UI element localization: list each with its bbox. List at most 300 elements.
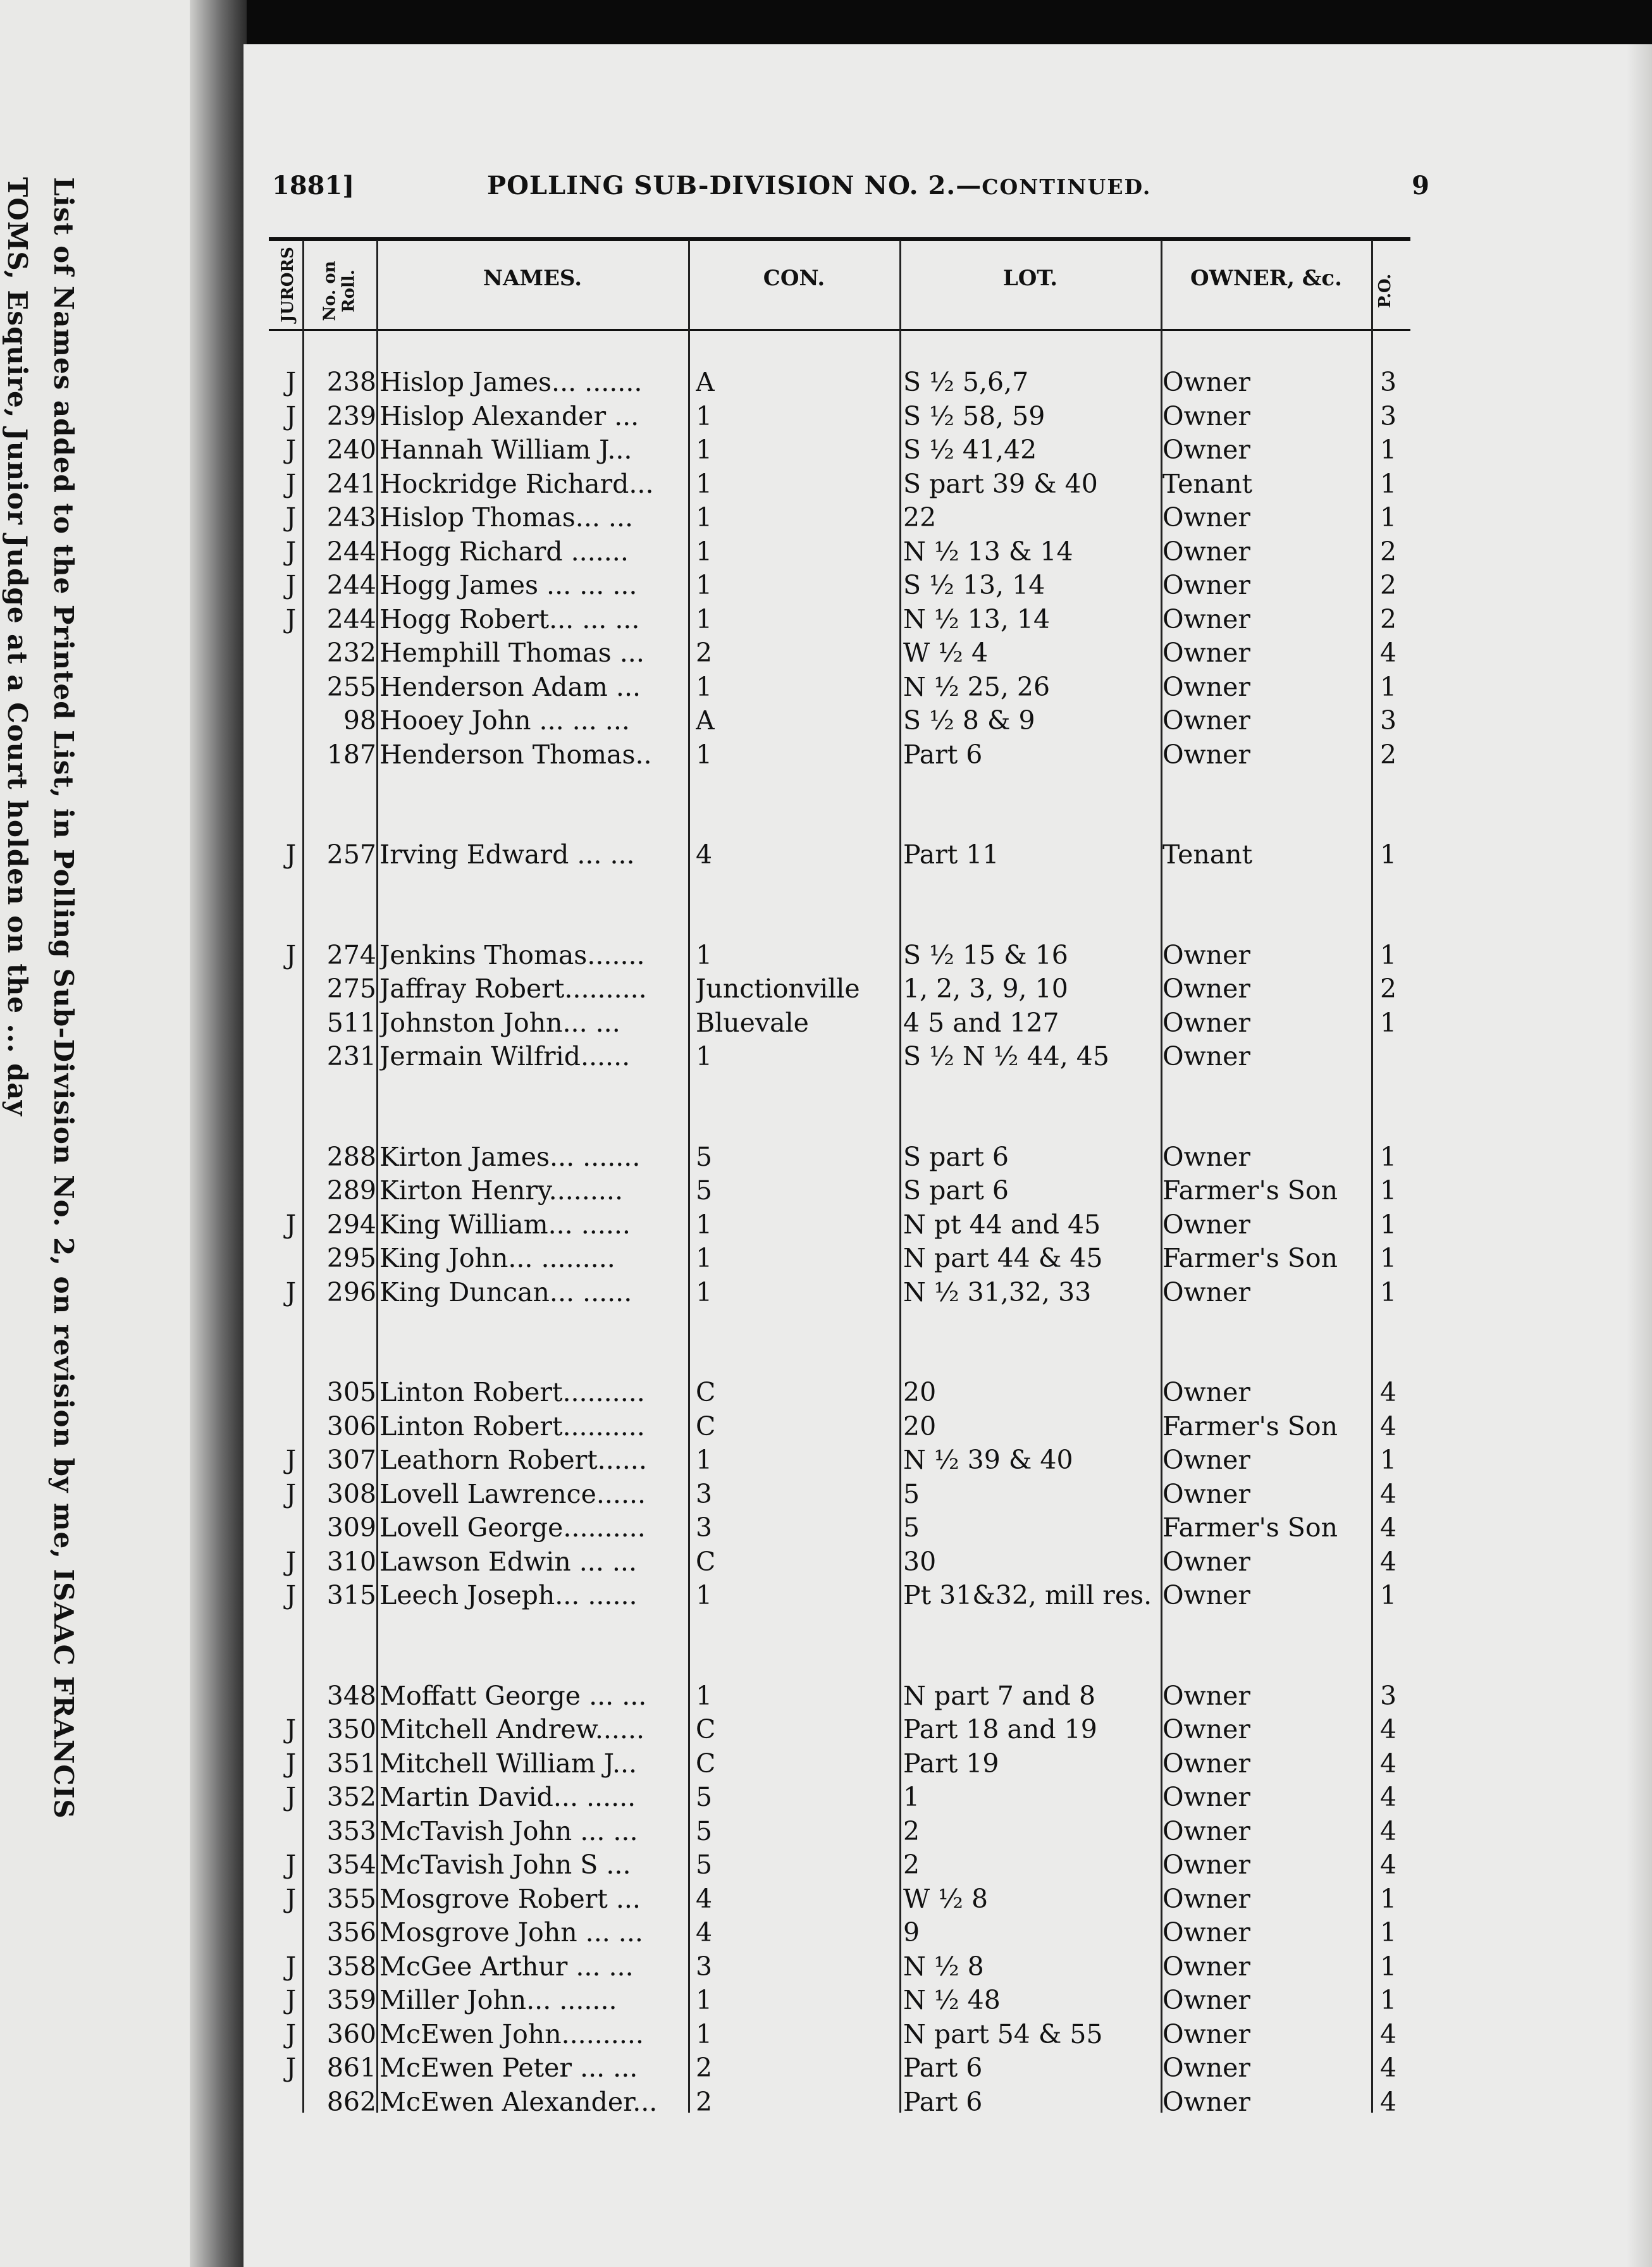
cell-po: 2 xyxy=(1379,570,1397,600)
cell-owner: Owner xyxy=(1162,1276,1250,1307)
cell-name: McGee Arthur ... ... xyxy=(379,1951,634,1982)
cell-roll: 243 xyxy=(326,502,376,533)
cell-con: C xyxy=(696,1546,716,1577)
cell-name: Mitchell Andrew...... xyxy=(379,1714,645,1745)
cell-con: 1 xyxy=(696,468,713,499)
cell-roll: 353 xyxy=(326,1815,376,1846)
cell-con: 5 xyxy=(696,1815,713,1846)
cell-con: 1 xyxy=(696,1209,713,1240)
cell-roll: 187 xyxy=(326,739,376,770)
cell-owner: Owner xyxy=(1162,1951,1250,1982)
cell-con: 1 xyxy=(696,671,713,702)
cell-roll: 295 xyxy=(326,1243,376,1273)
cell-lot: 5 xyxy=(903,1478,920,1509)
cell-lot: W ½ 4 xyxy=(903,638,989,668)
cell-owner: Owner xyxy=(1162,1209,1250,1240)
cell-con: 1 xyxy=(696,502,713,533)
cell-con: 4 xyxy=(696,1917,713,1948)
cell-con: C xyxy=(696,1748,716,1779)
cell-con: 2 xyxy=(696,638,713,668)
table-row xyxy=(0,2051,1652,2084)
cell-roll: 350 xyxy=(326,1714,376,1745)
cell-po: 1 xyxy=(1379,435,1397,465)
cell-con: 1 xyxy=(696,739,713,770)
cell-lot: 1 xyxy=(903,1782,920,1812)
cell-name: Hooey John ... ... ... xyxy=(379,705,630,736)
cell-con: 5 xyxy=(696,1175,713,1206)
table-row xyxy=(0,1848,1652,1881)
cell-roll: 306 xyxy=(326,1411,376,1442)
cell-roll: 360 xyxy=(326,2018,376,2049)
cell-con: C xyxy=(696,1411,716,1442)
cell-jur: J xyxy=(285,536,297,567)
table-row xyxy=(0,535,1652,568)
cell-con: Bluevale xyxy=(696,1007,809,1038)
cell-con: 3 xyxy=(696,1478,713,1509)
cell-con: 1 xyxy=(696,400,713,431)
cell-owner: Owner xyxy=(1162,2086,1250,2117)
table-row xyxy=(0,939,1652,972)
cell-name: Mitchell William J... xyxy=(379,1748,638,1779)
page-header xyxy=(272,171,1429,209)
cell-name: Jenkins Thomas....... xyxy=(379,939,645,970)
cell-roll: 275 xyxy=(326,973,376,1004)
cell-lot: Part 6 xyxy=(903,739,983,770)
cell-po: 4 xyxy=(1379,1478,1397,1509)
cell-po: 1 xyxy=(1379,1209,1397,1240)
cell-po: 4 xyxy=(1379,1546,1397,1577)
cell-owner: Tenant xyxy=(1162,468,1253,499)
table-row xyxy=(0,1815,1652,1848)
cell-lot: 20 xyxy=(903,1377,937,1407)
cell-name: Hislop Thomas... ... xyxy=(379,502,634,533)
cell-lot: N ½ 8 xyxy=(903,1951,984,1982)
cell-jur: J xyxy=(285,1580,297,1610)
cell-con: C xyxy=(696,1714,716,1745)
table-row xyxy=(0,1781,1652,1813)
cell-po: 4 xyxy=(1379,1377,1397,1407)
cell-roll: 348 xyxy=(326,1680,376,1711)
cell-roll: 351 xyxy=(326,1748,376,1779)
cell-owner: Farmer's Son xyxy=(1162,1411,1338,1442)
cell-con: A xyxy=(696,367,715,397)
cell-lot: Part 18 and 19 xyxy=(903,1714,1097,1745)
cell-po: 2 xyxy=(1379,536,1397,567)
cell-lot: S ½ 41,42 xyxy=(903,435,1037,465)
cell-lot: 20 xyxy=(903,1411,937,1442)
cell-roll: 241 xyxy=(326,468,376,499)
cell-owner: Owner xyxy=(1162,638,1250,668)
cell-po: 4 xyxy=(1379,1815,1397,1846)
cell-roll: 308 xyxy=(326,1478,376,1509)
cell-roll: 359 xyxy=(326,1985,376,2015)
cell-roll: 232 xyxy=(326,638,376,668)
cell-po: 4 xyxy=(1379,1748,1397,1779)
cell-name: Hogg Robert... ... ... xyxy=(379,603,640,634)
cell-name: Mosgrove Robert ... xyxy=(379,1883,641,1914)
table-row xyxy=(0,1950,1652,1983)
table-row xyxy=(0,1882,1652,1915)
cell-con: 1 xyxy=(696,1985,713,2015)
cell-roll: 296 xyxy=(326,1276,376,1307)
cell-owner: Owner xyxy=(1162,1041,1250,1072)
table-row xyxy=(0,2018,1652,2051)
header-title xyxy=(487,171,1151,201)
cell-con: 1 xyxy=(696,1445,713,1475)
cell-jur: J xyxy=(285,1478,297,1509)
cell-lot: Pt 31&32, mill res. xyxy=(903,1580,1152,1610)
cell-roll: 861 xyxy=(326,2053,376,2083)
header-title-text: POLLING SUB-DIVISION NO. 2.— xyxy=(487,171,982,201)
cell-po: 3 xyxy=(1379,705,1397,736)
cell-roll: 240 xyxy=(326,435,376,465)
cell-jur: J xyxy=(285,839,297,870)
cell-name: Hockridge Richard... xyxy=(379,468,654,499)
cell-po: 4 xyxy=(1379,1782,1397,1812)
table-row xyxy=(0,366,1652,398)
table-row xyxy=(0,1511,1652,1544)
cell-lot: 9 xyxy=(903,1917,920,1948)
cell-jur: J xyxy=(285,400,297,431)
table-row xyxy=(0,1242,1652,1275)
table-row xyxy=(0,636,1652,669)
cell-po: 1 xyxy=(1379,1243,1397,1273)
cell-jur: J xyxy=(285,1985,297,2015)
cell-po: 3 xyxy=(1379,367,1397,397)
cell-con: 4 xyxy=(696,839,713,870)
cell-po: 1 xyxy=(1379,1007,1397,1038)
cell-owner: Owner xyxy=(1162,400,1250,431)
cell-po: 2 xyxy=(1379,603,1397,634)
cell-roll: 239 xyxy=(326,400,376,431)
cell-po: 3 xyxy=(1379,1680,1397,1711)
cell-owner: Owner xyxy=(1162,1680,1250,1711)
cell-jur: J xyxy=(285,1951,297,1982)
cell-con: 1 xyxy=(696,1580,713,1610)
table-row xyxy=(0,1916,1652,1949)
cell-roll: 274 xyxy=(326,939,376,970)
cell-roll: 315 xyxy=(326,1580,376,1610)
cell-con: 1 xyxy=(696,435,713,465)
cell-name: Johnston John... ... xyxy=(379,1007,620,1038)
cell-name: Kirton James... ....... xyxy=(379,1141,641,1172)
cell-po: 2 xyxy=(1379,973,1397,1004)
table-row xyxy=(0,1713,1652,1746)
cell-name: King Duncan... ...... xyxy=(379,1276,632,1307)
cell-name: Hogg James ... ... ... xyxy=(379,570,638,600)
cell-owner: Owner xyxy=(1162,1580,1250,1610)
cell-po: 1 xyxy=(1379,1580,1397,1610)
cell-con: 1 xyxy=(696,570,713,600)
cell-roll: 356 xyxy=(326,1917,376,1948)
cell-po: 2 xyxy=(1379,739,1397,770)
cell-po: 1 xyxy=(1379,468,1397,499)
cell-lot: S part 39 & 40 xyxy=(903,468,1098,499)
cell-po: 1 xyxy=(1379,1445,1397,1475)
cell-owner: Owner xyxy=(1162,435,1250,465)
cell-name: Hannah William J... xyxy=(379,435,632,465)
cell-po: 1 xyxy=(1379,839,1397,870)
cell-jur: J xyxy=(285,1209,297,1240)
cell-con: 1 xyxy=(696,2018,713,2049)
cell-roll: 309 xyxy=(326,1512,376,1543)
cell-lot: S ½ 15 & 16 xyxy=(903,939,1068,970)
cell-po: 4 xyxy=(1379,2086,1397,2117)
cell-owner: Owner xyxy=(1162,570,1250,600)
table-row xyxy=(0,603,1652,636)
cell-jur: J xyxy=(285,1276,297,1307)
cell-lot: W ½ 8 xyxy=(903,1883,989,1914)
cell-lot: S ½ 8 & 9 xyxy=(903,705,1035,736)
table-row xyxy=(0,972,1652,1005)
cell-roll: 244 xyxy=(326,536,376,567)
cell-po: 1 xyxy=(1379,939,1397,970)
cell-name: McEwen Alexander... xyxy=(379,2086,658,2117)
cell-po: 4 xyxy=(1379,1411,1397,1442)
col-header-po: P.O. xyxy=(1376,273,1395,309)
col-header-lot: LOT. xyxy=(1002,266,1058,291)
table-row xyxy=(0,1208,1652,1241)
cell-owner: Owner xyxy=(1162,1714,1250,1745)
cell-lot: 2 xyxy=(903,1815,920,1846)
cell-po: 4 xyxy=(1379,1850,1397,1880)
cell-jur: J xyxy=(285,603,297,634)
cell-name: Hislop Alexander ... xyxy=(379,400,639,431)
cell-jur: J xyxy=(285,1782,297,1812)
cell-po: 4 xyxy=(1379,2053,1397,2083)
cell-lot: N ½ 25, 26 xyxy=(903,671,1051,702)
cell-con: Junctionville xyxy=(696,973,860,1004)
cell-lot: S part 6 xyxy=(903,1141,1009,1172)
cell-name: Moffatt George ... ... xyxy=(379,1680,647,1711)
cell-jur: J xyxy=(285,435,297,465)
cell-jur: J xyxy=(285,502,297,533)
cell-con: 2 xyxy=(696,2086,713,2117)
cell-name: Irving Edward ... ... xyxy=(379,839,635,870)
header-year: 1881] xyxy=(272,171,355,201)
cell-owner: Owner xyxy=(1162,973,1250,1004)
table-row xyxy=(0,1410,1652,1443)
col-header-jurors: JURORS xyxy=(278,247,297,323)
table-row xyxy=(0,1040,1652,1073)
cell-lot: 30 xyxy=(903,1546,937,1577)
cell-name: Lovell Lawrence...... xyxy=(379,1478,646,1509)
cell-lot: Part 6 xyxy=(903,2053,983,2083)
table-row xyxy=(0,1984,1652,2017)
cell-lot: 2 xyxy=(903,1850,920,1880)
cell-owner: Owner xyxy=(1162,1007,1250,1038)
cell-name: McTavish John ... ... xyxy=(379,1815,638,1846)
cell-name: Jermain Wilfrid...... xyxy=(379,1041,631,1072)
cell-owner: Owner xyxy=(1162,1478,1250,1509)
cell-jur: J xyxy=(285,1445,297,1475)
cell-roll: 289 xyxy=(326,1175,376,1206)
cell-lot: N part 44 & 45 xyxy=(903,1243,1103,1273)
cell-lot: 5 xyxy=(903,1512,920,1543)
cell-jur: J xyxy=(285,1714,297,1745)
cell-owner: Farmer's Son xyxy=(1162,1512,1338,1543)
cell-name: McTavish John S ... xyxy=(379,1850,631,1880)
cell-po: 1 xyxy=(1379,1985,1397,2015)
cell-roll: 98 xyxy=(343,705,376,736)
cell-owner: Owner xyxy=(1162,939,1250,970)
cell-roll: 244 xyxy=(326,603,376,634)
cell-po: 4 xyxy=(1379,2018,1397,2049)
cell-po: 1 xyxy=(1379,1175,1397,1206)
cell-roll: 511 xyxy=(326,1007,376,1038)
cell-roll: 294 xyxy=(326,1209,376,1240)
cell-jur: J xyxy=(285,939,297,970)
cell-owner: Owner xyxy=(1162,1546,1250,1577)
cell-jur: J xyxy=(285,2018,297,2049)
table-header-rule xyxy=(269,329,1410,331)
cell-name: Leathorn Robert...... xyxy=(379,1445,647,1475)
cell-owner: Owner xyxy=(1162,1917,1250,1948)
cell-po: 4 xyxy=(1379,1714,1397,1745)
cell-po: 1 xyxy=(1379,1917,1397,1948)
cell-lot: Part 6 xyxy=(903,2086,983,2117)
cell-lot: Part 19 xyxy=(903,1748,999,1779)
table-row xyxy=(0,838,1652,871)
cell-con: 1 xyxy=(696,1680,713,1711)
cell-po: 1 xyxy=(1379,1276,1397,1307)
cell-con: 3 xyxy=(696,1951,713,1982)
col-header-roll: No. on Roll. xyxy=(320,261,359,321)
cell-owner: Owner xyxy=(1162,1748,1250,1779)
table-row xyxy=(0,400,1652,433)
col-header-names: NAMES. xyxy=(483,266,583,291)
cell-po: 3 xyxy=(1379,400,1397,431)
cell-owner: Owner xyxy=(1162,502,1250,533)
cell-name: Lawson Edwin ... ... xyxy=(379,1546,637,1577)
table-row xyxy=(0,704,1652,737)
cell-po: 4 xyxy=(1379,638,1397,668)
cell-name: Henderson Thomas.. xyxy=(379,739,652,770)
cell-owner: Owner xyxy=(1162,1782,1250,1812)
cell-con: 1 xyxy=(696,536,713,567)
cell-po: 1 xyxy=(1379,1141,1397,1172)
cell-roll: 862 xyxy=(326,2086,376,2117)
cell-owner: Owner xyxy=(1162,1815,1250,1846)
cell-roll: 355 xyxy=(326,1883,376,1914)
cell-jur: J xyxy=(285,1883,297,1914)
cell-po: 1 xyxy=(1379,671,1397,702)
cell-name: McEwen Peter ... ... xyxy=(379,2053,638,2083)
cell-owner: Owner xyxy=(1162,1883,1250,1914)
table-row xyxy=(0,670,1652,703)
cell-roll: 310 xyxy=(326,1546,376,1577)
cell-name: Linton Robert.......... xyxy=(379,1411,645,1442)
cell-owner: Tenant xyxy=(1162,839,1253,870)
cell-owner: Owner xyxy=(1162,739,1250,770)
cell-lot: 4 5 and 127 xyxy=(903,1007,1059,1038)
table-row xyxy=(0,1006,1652,1039)
table-row xyxy=(0,1276,1652,1309)
cell-jur: J xyxy=(285,2053,297,2083)
cell-roll: 257 xyxy=(326,839,376,870)
left-page-line-2: TOMS, Esquire, Junior Judge at a Court holden on the ... day xyxy=(2,177,33,1117)
cell-po: 1 xyxy=(1379,502,1397,533)
table-row xyxy=(0,1376,1652,1409)
cell-lot: N part 54 & 55 xyxy=(903,2018,1103,2049)
cell-lot: S part 6 xyxy=(903,1175,1009,1206)
cell-name: Hemphill Thomas ... xyxy=(379,638,644,668)
table-row xyxy=(0,467,1652,500)
cell-name: McEwen John.......... xyxy=(379,2018,644,2049)
cell-name: King John... ......... xyxy=(379,1243,615,1273)
cell-lot: S ½ 5,6,7 xyxy=(903,367,1029,397)
cell-po: 1 xyxy=(1379,1883,1397,1914)
table-row xyxy=(0,2085,1652,2118)
cell-lot: S ½ N ½ 44, 45 xyxy=(903,1041,1109,1072)
cell-name: Kirton Henry......... xyxy=(379,1175,623,1206)
cell-owner: Owner xyxy=(1162,1377,1250,1407)
cell-lot: N ½ 13 & 14 xyxy=(903,536,1073,567)
cell-lot: S ½ 58, 59 xyxy=(903,400,1045,431)
cell-name: Hislop James... ....... xyxy=(379,367,643,397)
cell-con: 2 xyxy=(696,2053,713,2083)
header-continued: CONTINUED. xyxy=(982,175,1152,199)
table-row xyxy=(0,1545,1652,1578)
cell-con: 1 xyxy=(696,603,713,634)
cell-lot: S ½ 13, 14 xyxy=(903,570,1045,600)
cell-roll: 305 xyxy=(326,1377,376,1407)
cell-jur: J xyxy=(285,1850,297,1880)
cell-roll: 288 xyxy=(326,1141,376,1172)
col-header-con: CON. xyxy=(763,266,825,291)
cell-owner: Owner xyxy=(1162,1141,1250,1172)
table-row xyxy=(0,1679,1652,1712)
cell-owner: Owner xyxy=(1162,1850,1250,1880)
cell-con: C xyxy=(696,1377,716,1407)
cell-name: King William... ...... xyxy=(379,1209,631,1240)
cell-owner: Owner xyxy=(1162,603,1250,634)
cell-name: Leech Joseph... ...... xyxy=(379,1580,638,1610)
cell-roll: 231 xyxy=(326,1041,376,1072)
left-page-line-1: List of Names added to the Printed List, in Polling Sub-Division No. 2, on revision by me, ISAAC FRANCIS xyxy=(48,177,79,1819)
cell-name: Lovell George.......... xyxy=(379,1512,646,1543)
table-row xyxy=(0,569,1652,602)
cell-roll: 358 xyxy=(326,1951,376,1982)
cell-lot: N ½ 31,32, 33 xyxy=(903,1276,1092,1307)
cell-owner: Farmer's Son xyxy=(1162,1175,1338,1206)
cell-name: Miller John... ....... xyxy=(379,1985,617,2015)
cell-owner: Owner xyxy=(1162,1985,1250,2015)
cell-roll: 238 xyxy=(326,367,376,397)
cell-lot: N ½ 39 & 40 xyxy=(903,1445,1073,1475)
cell-con: 1 xyxy=(696,1276,713,1307)
cell-owner: Owner xyxy=(1162,1445,1250,1475)
cell-con: 5 xyxy=(696,1782,713,1812)
cell-roll: 307 xyxy=(326,1445,376,1475)
cell-con: 1 xyxy=(696,1243,713,1273)
cell-con: 1 xyxy=(696,939,713,970)
cell-con: 5 xyxy=(696,1850,713,1880)
cell-name: Hogg Richard ....... xyxy=(379,536,629,567)
cell-owner: Owner xyxy=(1162,2053,1250,2083)
cell-jur: J xyxy=(285,1748,297,1779)
cell-lot: 22 xyxy=(903,502,937,533)
cell-jur: J xyxy=(285,468,297,499)
cell-owner: Owner xyxy=(1162,536,1250,567)
table-row xyxy=(0,501,1652,534)
page-number: 9 xyxy=(1412,171,1429,201)
cell-po: 1 xyxy=(1379,1951,1397,1982)
cell-lot: 1, 2, 3, 9, 10 xyxy=(903,973,1068,1004)
cell-name: Martin David... ...... xyxy=(379,1782,636,1812)
table-row xyxy=(0,1478,1652,1510)
table-row xyxy=(0,1174,1652,1207)
